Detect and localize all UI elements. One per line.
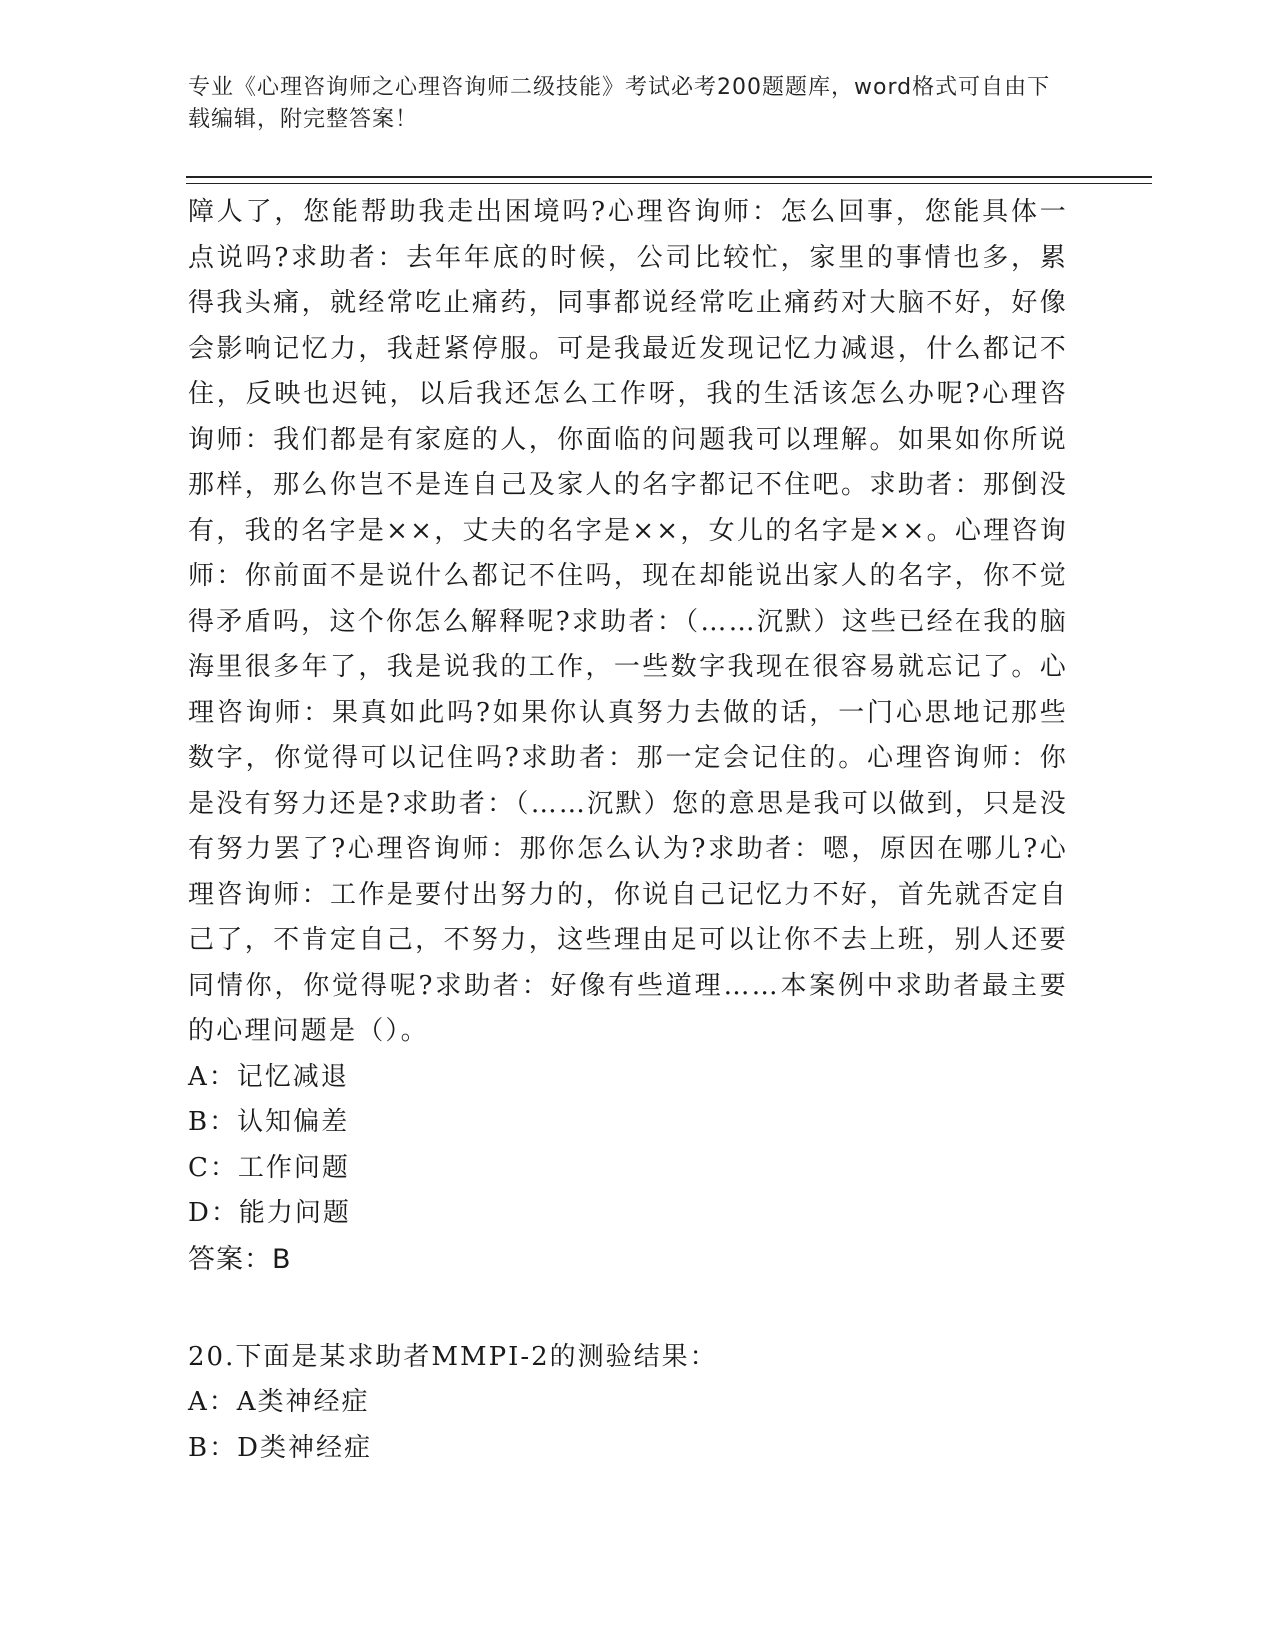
- question-20-stem: 20.下面是某求助者MMPI-2的测验结果：: [188, 1341, 718, 1372]
- question-19-option-a: A：记忆减退: [188, 1061, 349, 1092]
- question-19-option-c: C：工作问题: [188, 1152, 350, 1183]
- question-19-option-d: D：能力问题: [188, 1198, 351, 1228]
- document-body: [188, 190, 1068, 1471]
- question-20-option-b: B：D类神经症: [188, 1432, 372, 1463]
- document-header: 专业《心理咨询师之心理咨询师二级技能》考试必考200题题库，word格式可自由下载编辑，附完整答案！: [188, 75, 1051, 132]
- question-19-answer: 答案：B: [188, 1243, 292, 1275]
- question-19-option-b: B：认知偏差: [188, 1107, 350, 1137]
- question-20-option-a: A：A类神经症: [188, 1387, 370, 1417]
- header-divider-thin: [186, 183, 1152, 184]
- header-divider-thick: [186, 176, 1152, 178]
- question-19-passage: 障人了，您能帮助我走出困境吗?心理咨询师：怎么回事，您能具体一点说吗?求助者：去年年底的时候，公司比较忙，家里的事情也多，累得我头痛，就经常吃止痛药，同事都说经常吃止痛药对大脑不好，好像会影响记忆力，我赶紧停服。可是我最近发现记忆力减退，什么都记不住，反映也迟钝，以后我还怎么工作呀，我的生活该怎么办呢?心理咨询师：我们都是有家庭的人，你面临的问题我可以理解。如果如你所说那样，那么你岂不是连自己及家人的名字都记不住吧。求助者：那倒没有，我的名字是××，丈夫的名字是××，女儿的名字是××。心理咨询师：你前面不是说什么都记不住吗，现在却能说出家人的名字，你不觉得矛盾吗，这个你怎么解释呢?求助者：（……沉默）这些已经在我的脑海里很多年了，我是说我的工作，一些数字我现在很容易就忘记了。心理咨询师：果真如此吗?如果你认真努力去做的话，一门心思地记那些数字，你觉得可以记住吗?求助者：那一定会记住的。心理咨询师：你是没有努力还是?求助者：（……沉默）您的意思是我可以做到，只是没有努力罢了?心理咨询师：那你怎么认为?求助者：嗯，原因在哪儿?心理咨询师：工作是要付出努力的，你说自己记忆力不好，首先就否定自己了，不肯定自己，不努力，这些理由足可以让你不去上班，别人还要同情你，你觉得呢?求助者：好像有些道理……本案例中求助者最主要的心理问题是（）。: [188, 197, 1068, 1046]
